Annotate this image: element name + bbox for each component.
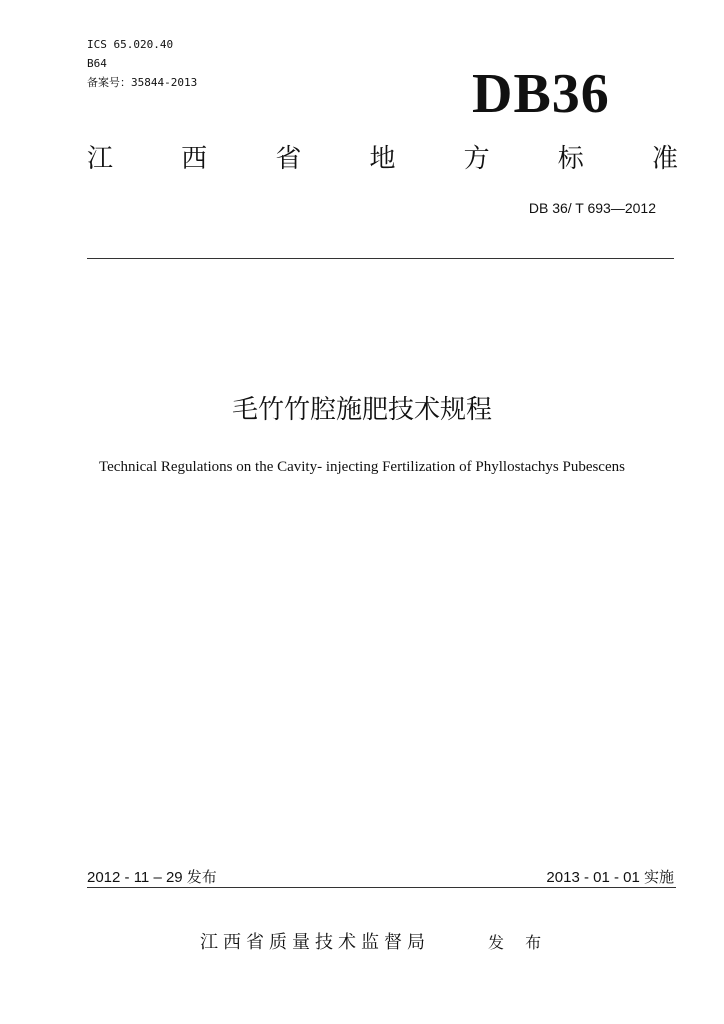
ics-code: ICS 65.020.40 bbox=[87, 38, 174, 51]
standard-type-title bbox=[87, 142, 678, 176]
standard-type-char: 省 bbox=[275, 144, 302, 174]
document-title-chinese: 毛竹竹腔施肥技术规程 bbox=[231, 395, 492, 425]
issuing-authority: 江西省质量技术监督局 bbox=[200, 932, 430, 953]
standard-logo: DB36 bbox=[472, 63, 610, 125]
standard-type-char: 地 bbox=[369, 144, 396, 174]
standard-type-char: 准 bbox=[651, 144, 678, 174]
standard-type-char: 标 bbox=[557, 144, 584, 174]
issue-label: 发 布 bbox=[488, 933, 550, 952]
standard-type-char: 方 bbox=[463, 144, 490, 174]
document-title-english: Technical Regulations on the Cavity- injecting Fertilization of Phyllostachys Pubescens bbox=[99, 459, 625, 475]
issue-date: 2012 - 11 – 29 发布 bbox=[87, 869, 217, 886]
standard-type-char: 江 bbox=[87, 144, 114, 174]
effective-date: 2013 - 01 - 01 实施 bbox=[546, 869, 674, 886]
classification-code: B64 bbox=[87, 57, 107, 70]
footer-divider bbox=[87, 887, 676, 888]
record-number: 备案号：35844-2013 bbox=[87, 76, 198, 89]
standard-number: DB 36/ T 693—2012 bbox=[528, 200, 656, 216]
header-divider bbox=[87, 258, 674, 259]
standard-type-char: 西 bbox=[181, 144, 208, 174]
